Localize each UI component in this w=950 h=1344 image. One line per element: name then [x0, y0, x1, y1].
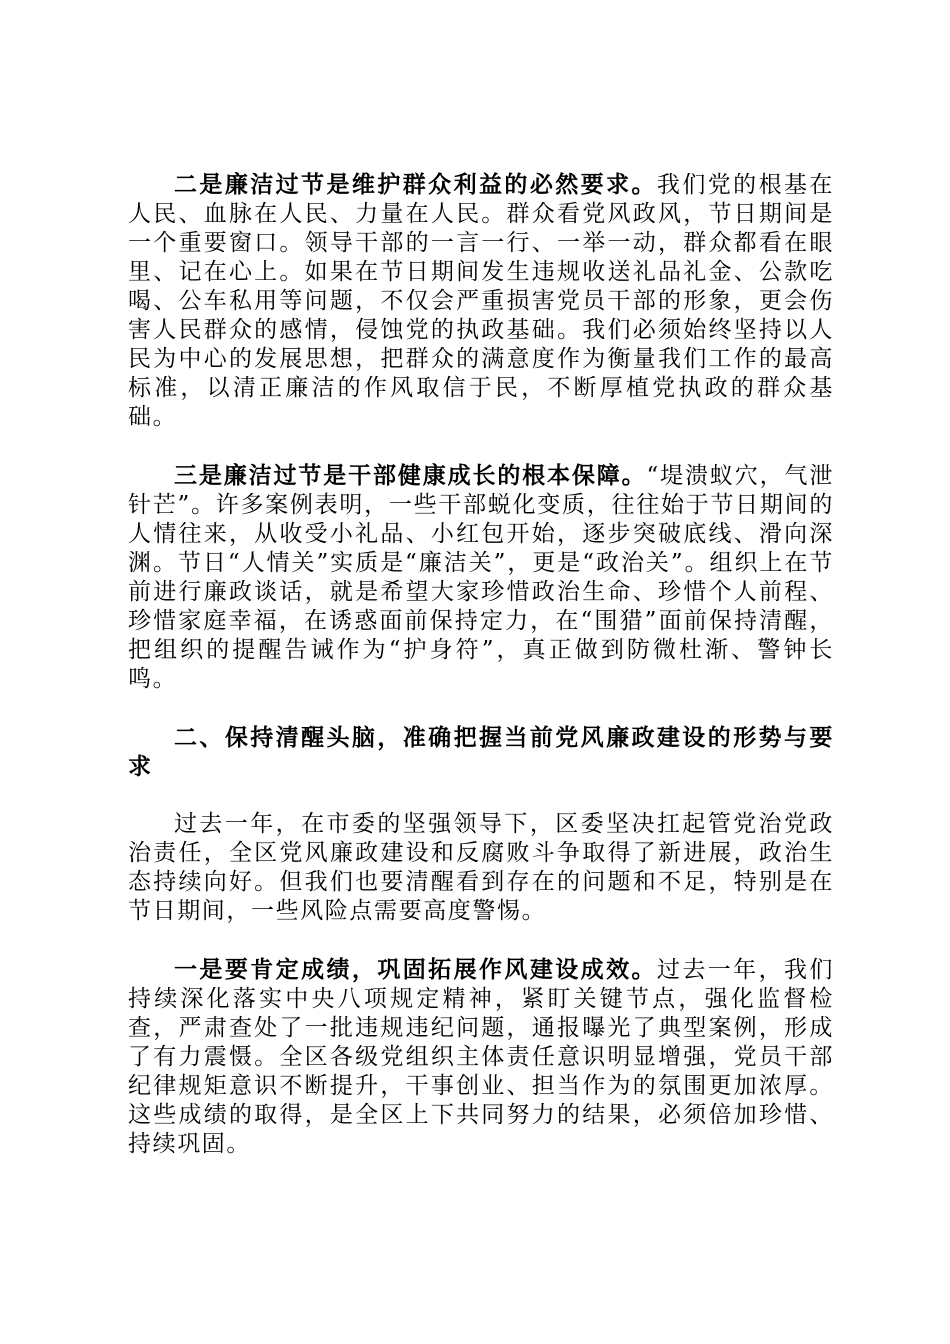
paragraph-lead: 三是廉洁过节是干部健康成长的根本保障。 [174, 462, 647, 489]
paragraph-body: 过去一年，我们持续深化落实中央八项规定精神，紧盯关键节点，强化监督检查，严肃查处了一批违规违纪问题，通报曝光了典型案例，形成了有力震慑。全区各级党组织主体责任意识明显增强，党员干部纪律规矩意识不断提升，干事创业、担当作为的氛围更加浓厚。这些成绩的取得，是全区上下共同努力的结果，必须倍加珍惜、持续巩固。 [128, 957, 835, 1157]
paragraph-lead: 一是要肯定成绩，巩固拓展作风建设成效。 [174, 956, 657, 983]
paragraph-lead: 二是廉洁过节是维护群众利益的必然要求。 [174, 171, 657, 198]
paragraph-body: 我们党的根基在人民、血脉在人民、力量在人民。群众看党风政风，节日期间是一个重要窗口。领导干部的一言一行、一举一动，群众都看在眼里、记在心上。如果在节日期间发生违规收送礼品礼金、公款吃喝、公车私用等问题，不仅会严重损害党员干部的形象，更会伤害人民群众的感情，侵蚀党的执政基础。我们必须始终坚持以人民为中心的发展思想，把群众的满意度作为衡量我们工作的最高标准，以清正廉洁的作风取信于民，不断厚植党执政的群众基础。 [128, 172, 835, 430]
paragraph-achievements [128, 955, 834, 1159]
document-page [128, 170, 834, 1188]
paragraph-body: “堤溃蚁穴，气泄针芒”。许多案例表明，一些干部蜕化变质，往往始于节日期间的人情往来，从收受小礼品、小红包开始，逐步突破底线、滑向深渊。节日“人情关”实质是“廉洁关”，更是“政治关”。组织上在节前进行廉政谈话，就是希望大家珍惜政治生命、珍惜个人前程、珍惜家庭幸福，在诱惑面前保持定力，在“围猎”面前保持清醒，把组织的提醒告诫作为“护身符”，真正做到防微杜渐、警钟长鸣。 [128, 463, 834, 692]
paragraph-integrity-people [128, 170, 834, 432]
paragraph-integrity-cadres [128, 461, 834, 694]
paragraph-intro: 过去一年，在市委的坚强领导下，区委坚决扛起管党治党政治责任，全区党风廉政建设和反腐败斗争取得了新进展，政治生态持续向好。但我们也要清醒看到存在的问题和不足，特别是在节日期间，一些风险点需要高度警惕。 [128, 811, 834, 924]
section-heading: 二、保持清醒头脑，准确把握当前党风廉政建设的形势与要求 [128, 724, 834, 780]
